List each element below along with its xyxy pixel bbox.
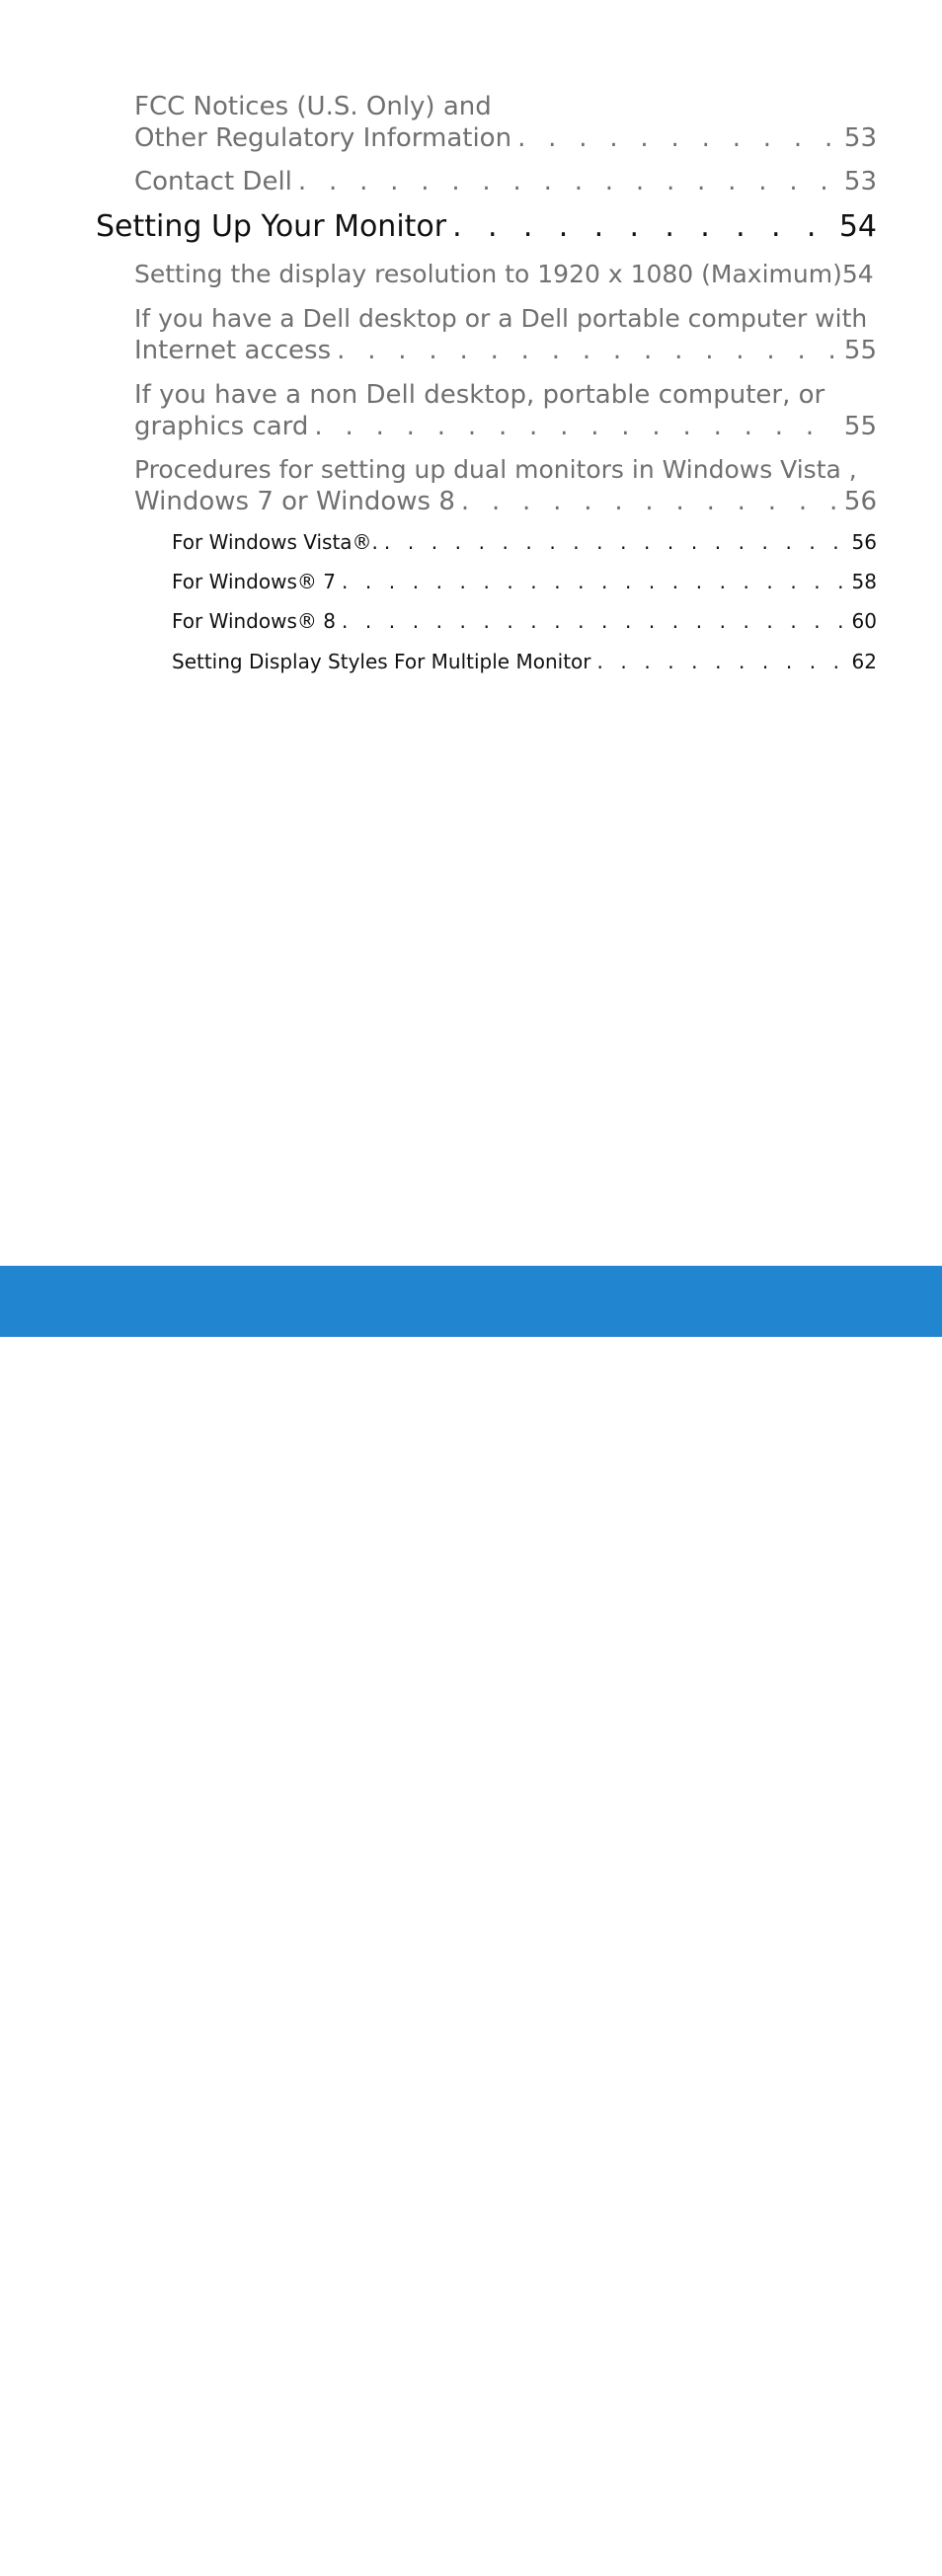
dot-leader (517, 122, 838, 154)
toc-entry-title: Setting the display resolution to 1920 x 1080 (Maximum) (134, 260, 842, 288)
toc-entry-display-resolution[interactable] (134, 259, 877, 290)
page-number: 5 (865, 2550, 878, 2574)
toc-entry-title: Internet access (134, 336, 332, 365)
dot-leader (342, 569, 846, 594)
toc-entry-page: 56 (843, 487, 877, 516)
dot-leader (461, 486, 838, 517)
toc-entry-title-line1: If you have a non Dell desktop, portable computer, or (134, 380, 825, 410)
toc-entry-page: 58 (851, 570, 877, 593)
toc-entry-title-line1: FCC Notices (U.S. Only) and (134, 92, 492, 121)
dot-leader (314, 411, 838, 442)
toc-entry-setting-up-your-monitor[interactable] (96, 210, 877, 244)
toc-entry-display-styles[interactable] (172, 649, 877, 674)
dot-leader (337, 335, 838, 366)
toc-entry-page: 60 (851, 609, 877, 633)
diamond-icon (828, 2555, 844, 2571)
toc-entry-windows-vista[interactable] (172, 529, 877, 555)
toc-entry-page: 53 (843, 167, 877, 196)
dot-leader (597, 649, 846, 674)
toc-entry-windows-7[interactable] (172, 569, 877, 594)
dot-leader (452, 210, 833, 244)
toc-entry-title: Setting Display Styles For Multiple Monitor (172, 650, 591, 673)
page-footer (0, 1266, 942, 2574)
toc-entry-windows-8[interactable] (172, 608, 877, 634)
toc-entry-dell-computer[interactable] (134, 303, 877, 366)
toc-entry-title: Windows 7 or Windows 8 (134, 487, 455, 516)
toc-entry-dual-monitors[interactable] (134, 454, 877, 517)
toc-entry-page: 55 (843, 412, 877, 441)
toc-entry-page: 62 (851, 650, 877, 673)
toc-entry-title: For Windows Vista®. (172, 530, 378, 554)
dot-leader (298, 166, 838, 197)
toc-entry-title: Contact Dell (134, 167, 292, 196)
toc-entry-page: 53 (843, 123, 877, 153)
toc-entry-fcc-notices[interactable] (134, 91, 877, 154)
toc-entry-non-dell-computer[interactable] (134, 379, 877, 442)
toc-entry-contact-dell[interactable] (134, 166, 877, 197)
toc-entry-title: For Windows® 7 (172, 570, 336, 593)
toc-entry-page: 55 (843, 336, 877, 365)
toc-entry-title: For Windows® 8 (172, 609, 336, 633)
toc-entry-title: Setting Up Your Monitor (96, 209, 447, 244)
toc-entry-title: Other Regulatory Information (134, 123, 512, 153)
toc-entry-title-line1: If you have a Dell desktop or a Dell portable computer with (134, 304, 868, 333)
toc-entry-title-line1: Procedures for setting up dual monitors in Windows Vista , (134, 455, 857, 484)
dot-leader (384, 529, 846, 555)
toc-entry-page: 54 (838, 209, 877, 244)
dot-leader (342, 608, 846, 634)
toc-entry-page: 54 (841, 260, 874, 288)
toc-entry-title: graphics card (134, 412, 309, 441)
toc-entry-page: 56 (851, 530, 877, 554)
